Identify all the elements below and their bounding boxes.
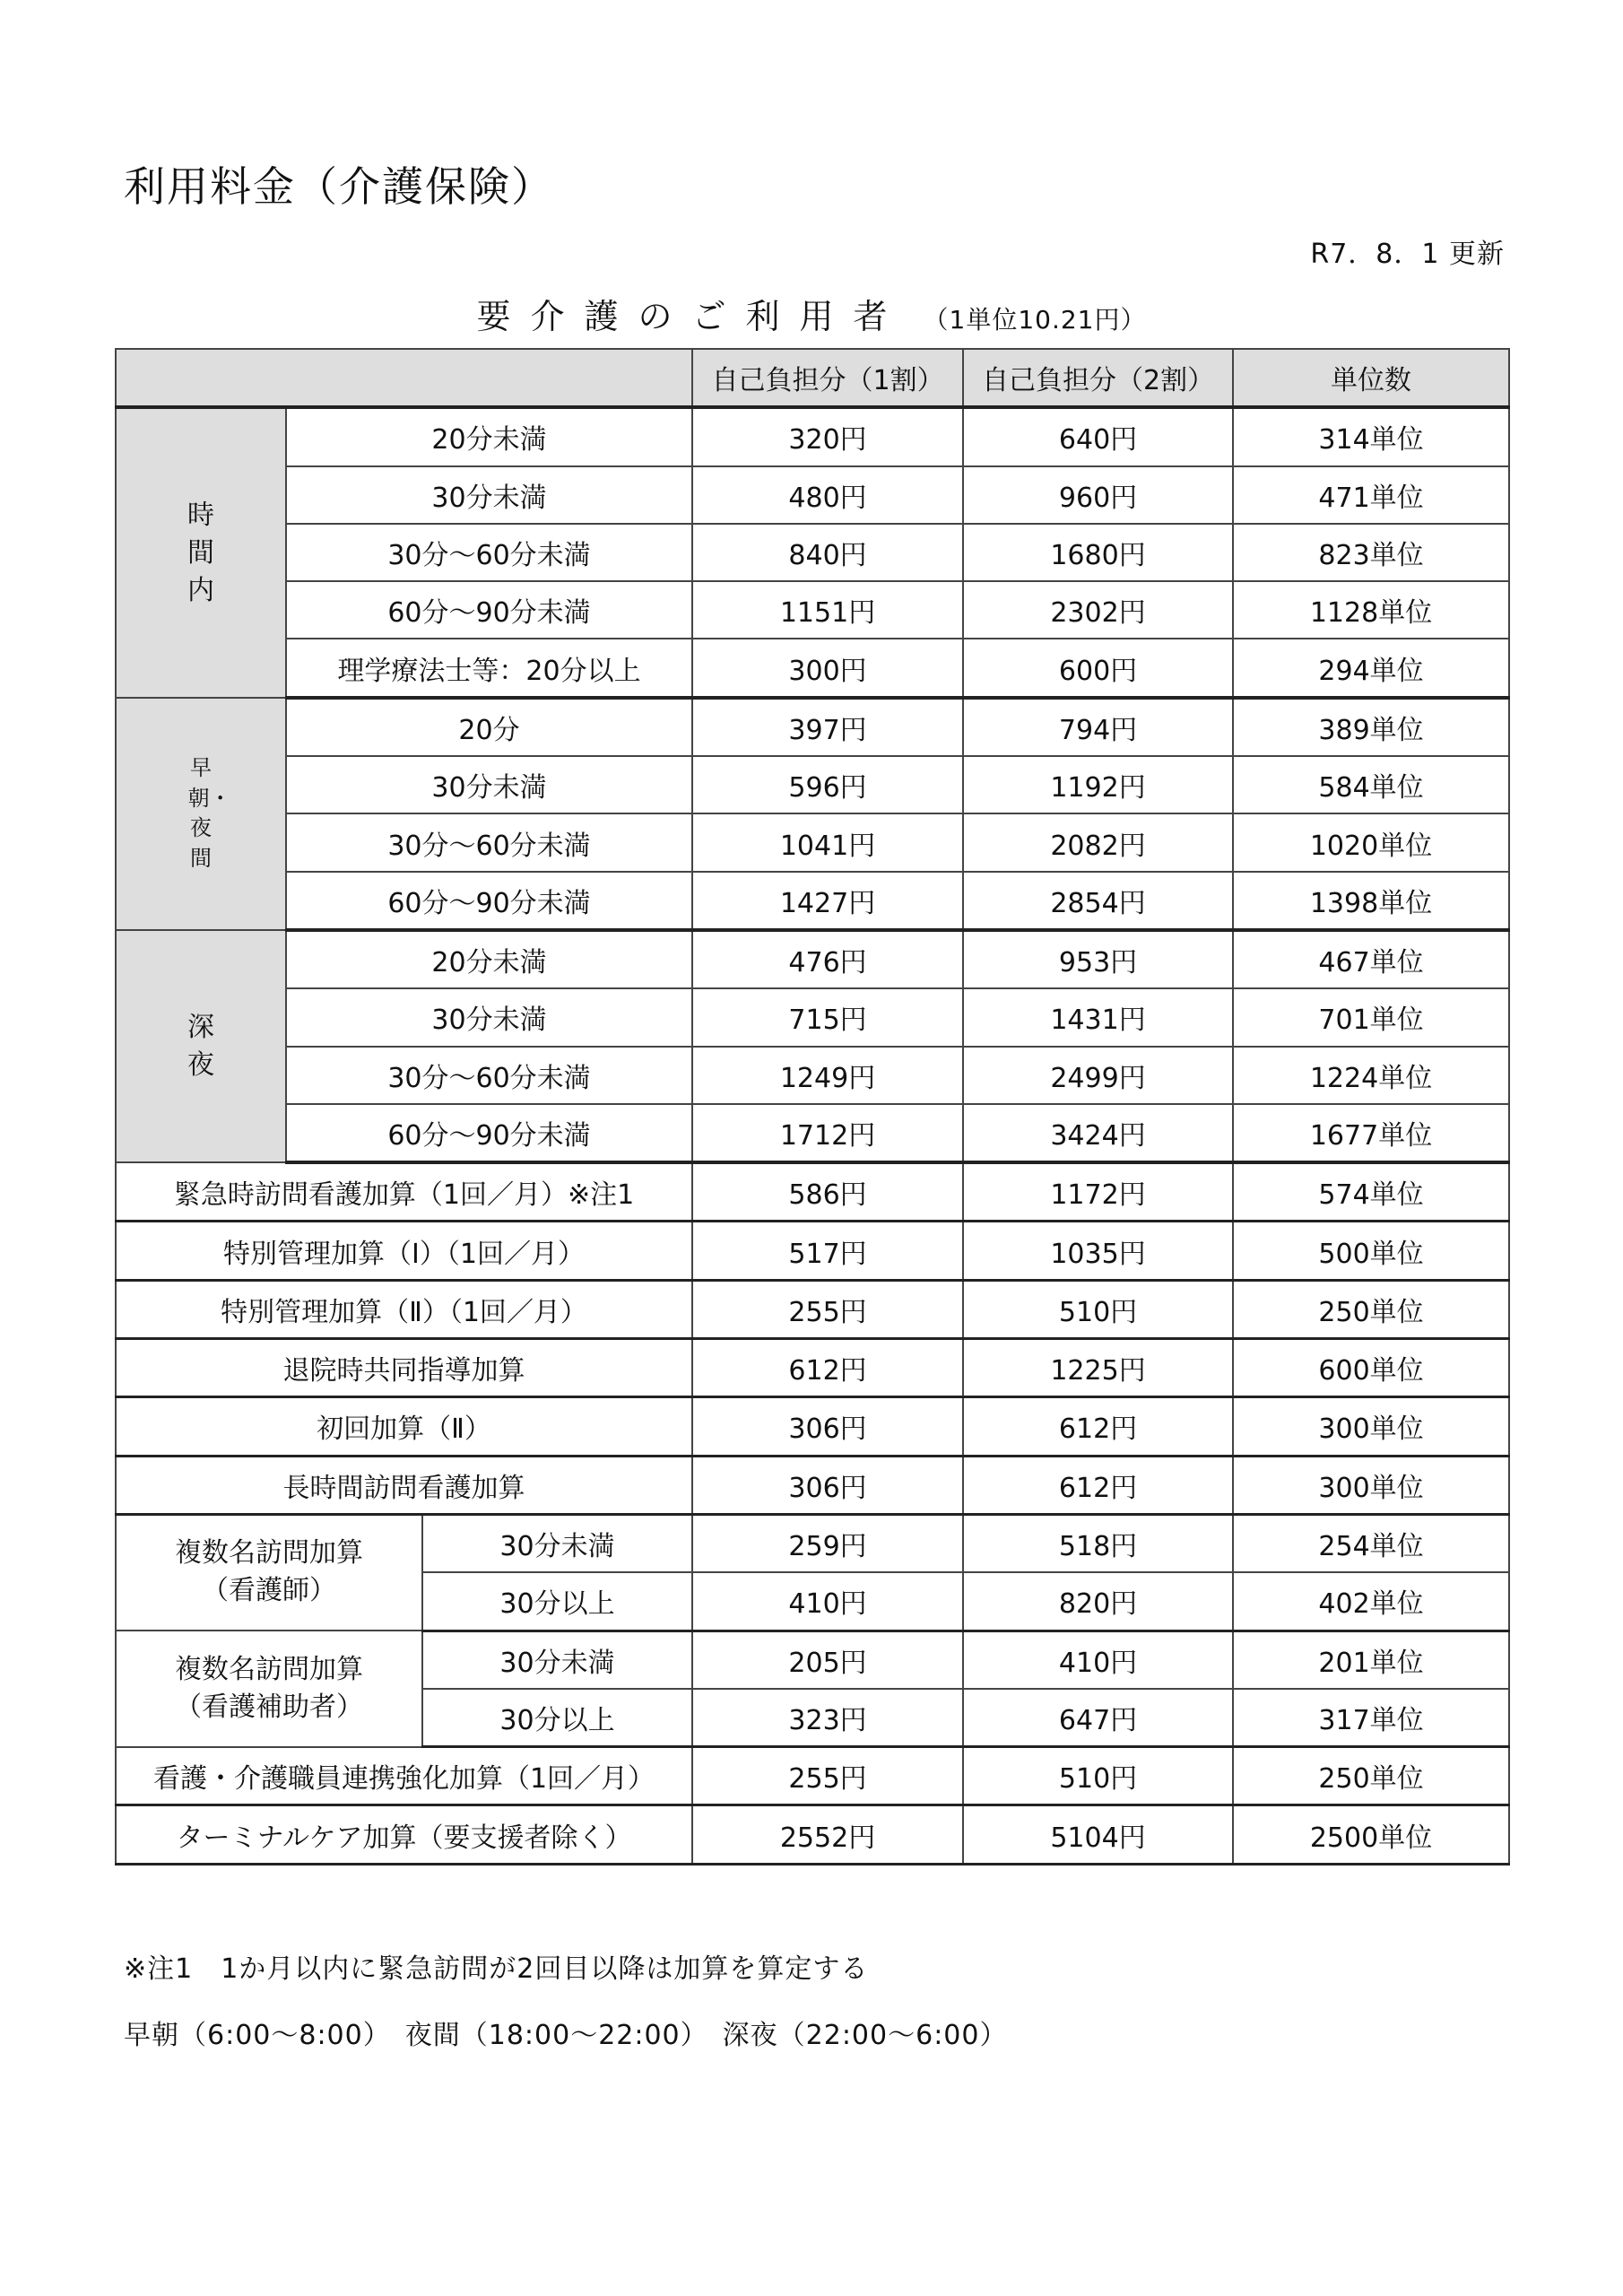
cost-20pct-cell: 1431円 xyxy=(963,988,1233,1046)
row-label: 60分～90分未満 xyxy=(286,872,692,930)
cost-10pct-cell: 410円 xyxy=(692,1572,963,1631)
units-cell: 389単位 xyxy=(1233,698,1509,756)
units-cell: 300単位 xyxy=(1233,1397,1509,1456)
table-row xyxy=(116,524,1509,581)
cost-20pct-cell: 2499円 xyxy=(963,1047,1233,1104)
units-cell: 1398単位 xyxy=(1233,872,1509,930)
row-label: 30分～60分未満 xyxy=(286,524,692,581)
table-heading xyxy=(0,289,1623,338)
cost-10pct-cell: 840円 xyxy=(692,524,963,581)
table-row xyxy=(116,407,1509,465)
table-row xyxy=(116,1222,1509,1280)
table-row xyxy=(116,1397,1509,1456)
table-row xyxy=(116,639,1509,697)
header-units: 単位数 xyxy=(1233,349,1509,407)
row-label: 初回加算（Ⅱ） xyxy=(116,1397,692,1456)
cost-20pct-cell: 953円 xyxy=(963,930,1233,988)
table-row xyxy=(116,1456,1509,1514)
cost-20pct-cell: 612円 xyxy=(963,1456,1233,1514)
units-cell: 823単位 xyxy=(1233,524,1509,581)
row-label: 看護・介護職員連携強化加算（1回／月） xyxy=(116,1747,692,1805)
table-row xyxy=(116,1747,1509,1805)
category-cell xyxy=(116,698,286,930)
cost-20pct-cell: 410円 xyxy=(963,1631,1233,1689)
row-label: 30分未満 xyxy=(286,466,692,524)
table-row xyxy=(116,988,1509,1046)
table-row xyxy=(116,581,1509,639)
row-label: 60分～90分未満 xyxy=(286,1104,692,1162)
cost-10pct-cell: 480円 xyxy=(692,466,963,524)
units-cell: 314単位 xyxy=(1233,407,1509,465)
cost-20pct-cell: 612円 xyxy=(963,1397,1233,1456)
header-one-割: 自己負担分（1割） xyxy=(692,349,963,407)
units-cell: 2500単位 xyxy=(1233,1805,1509,1864)
row-label: 30分未満 xyxy=(422,1631,692,1689)
category-cell xyxy=(116,407,286,697)
category-label: 複数名訪問加算 （看護師） xyxy=(175,1537,363,1607)
row-label: 30分～60分未満 xyxy=(286,813,692,871)
table-heading-title: 要介護のご利用者 xyxy=(476,297,907,336)
row-label: 30分以上 xyxy=(422,1572,692,1631)
cost-20pct-cell: 2082円 xyxy=(963,813,1233,871)
row-label: 緊急時訪問看護加算（1回／月）※注1 xyxy=(116,1162,692,1222)
cost-20pct-cell: 647円 xyxy=(963,1689,1233,1747)
cost-20pct-cell: 820円 xyxy=(963,1572,1233,1631)
cost-10pct-cell: 517円 xyxy=(692,1222,963,1280)
row-label: 長時間訪問看護加算 xyxy=(116,1456,692,1514)
row-label: 30分～60分未満 xyxy=(286,1047,692,1104)
category-label: 深夜 xyxy=(187,1011,214,1081)
fee-table xyxy=(115,348,1510,1866)
cost-10pct-cell: 476円 xyxy=(692,930,963,988)
cost-20pct-cell: 960円 xyxy=(963,466,1233,524)
cost-10pct-cell: 205円 xyxy=(692,1631,963,1689)
table-row xyxy=(116,1631,1509,1689)
category-label: 早朝・夜間 xyxy=(187,755,231,871)
cost-20pct-cell: 5104円 xyxy=(963,1805,1233,1864)
units-cell: 300単位 xyxy=(1233,1456,1509,1514)
units-cell: 402単位 xyxy=(1233,1572,1509,1631)
header-blank-cell xyxy=(116,349,692,407)
header-two-割: 自己負担分（2割） xyxy=(963,349,1233,407)
units-cell: 500単位 xyxy=(1233,1222,1509,1280)
cost-20pct-cell: 510円 xyxy=(963,1280,1233,1338)
cost-20pct-cell: 1172円 xyxy=(963,1162,1233,1222)
cost-10pct-cell: 306円 xyxy=(692,1456,963,1514)
table-row xyxy=(116,1339,1509,1397)
table-row xyxy=(116,930,1509,988)
note-time-ranges: 早朝（6:00～8:00） 夜間（18:00～22:00） 深夜（22:00～6:00） xyxy=(124,2020,1008,2051)
update-date: R7．8．1 更新 xyxy=(1310,239,1505,270)
cost-10pct-cell: 612円 xyxy=(692,1339,963,1397)
cost-20pct-cell: 518円 xyxy=(963,1514,1233,1572)
units-cell: 1128単位 xyxy=(1233,581,1509,639)
cost-10pct-cell: 1249円 xyxy=(692,1047,963,1104)
row-label: 30分未満 xyxy=(286,988,692,1046)
row-label: ターミナルケア加算（要支援者除く） xyxy=(116,1805,692,1864)
units-cell: 1224単位 xyxy=(1233,1047,1509,1104)
unit-rate: （1単位10.21円） xyxy=(923,305,1147,335)
row-label: 20分未満 xyxy=(286,930,692,988)
table-row xyxy=(116,1280,1509,1338)
cost-10pct-cell: 1427円 xyxy=(692,872,963,930)
cost-20pct-cell: 3424円 xyxy=(963,1104,1233,1162)
table-row xyxy=(116,813,1509,871)
category-label: 時間内 xyxy=(187,499,214,606)
category-cell xyxy=(116,1514,422,1631)
table-row xyxy=(116,1514,1509,1572)
units-cell: 294単位 xyxy=(1233,639,1509,697)
cost-10pct-cell: 300円 xyxy=(692,639,963,697)
cost-10pct-cell: 1041円 xyxy=(692,813,963,871)
cost-20pct-cell: 1192円 xyxy=(963,756,1233,813)
units-cell: 1020単位 xyxy=(1233,813,1509,871)
units-cell: 574単位 xyxy=(1233,1162,1509,1222)
row-label: 30分未満 xyxy=(286,756,692,813)
units-cell: 471単位 xyxy=(1233,466,1509,524)
row-label: 60分～90分未満 xyxy=(286,581,692,639)
units-cell: 250単位 xyxy=(1233,1747,1509,1805)
cost-10pct-cell: 323円 xyxy=(692,1689,963,1747)
cost-20pct-cell: 794円 xyxy=(963,698,1233,756)
cost-10pct-cell: 596円 xyxy=(692,756,963,813)
cost-10pct-cell: 1151円 xyxy=(692,581,963,639)
row-label: 30分以上 xyxy=(422,1689,692,1747)
table-row xyxy=(116,872,1509,930)
units-cell: 701単位 xyxy=(1233,988,1509,1046)
table-row xyxy=(116,698,1509,756)
cost-10pct-cell: 306円 xyxy=(692,1397,963,1456)
table-row xyxy=(116,466,1509,524)
cost-20pct-cell: 1035円 xyxy=(963,1222,1233,1280)
table-row xyxy=(116,1162,1509,1222)
cost-10pct-cell: 255円 xyxy=(692,1747,963,1805)
units-cell: 584単位 xyxy=(1233,756,1509,813)
table-row xyxy=(116,756,1509,813)
row-label: 30分未満 xyxy=(422,1514,692,1572)
row-label: 20分 xyxy=(286,698,692,756)
cost-10pct-cell: 320円 xyxy=(692,407,963,465)
header-row xyxy=(116,349,1509,407)
table-row xyxy=(116,1047,1509,1104)
category-cell xyxy=(116,1631,422,1747)
page-title: 利用料金（介護保険） xyxy=(124,162,554,211)
row-label: 特別管理加算（Ⅱ）（1回／月） xyxy=(116,1280,692,1338)
cost-10pct-cell: 259円 xyxy=(692,1514,963,1572)
category-label: 複数名訪問加算 （看護補助者） xyxy=(175,1653,363,1723)
units-cell: 201単位 xyxy=(1233,1631,1509,1689)
units-cell: 467単位 xyxy=(1233,930,1509,988)
units-cell: 317単位 xyxy=(1233,1689,1509,1747)
fee-table-body xyxy=(116,407,1509,1864)
row-label: 理学療法士等：20分以上 xyxy=(286,639,692,697)
table-row xyxy=(116,1104,1509,1162)
cost-20pct-cell: 1225円 xyxy=(963,1339,1233,1397)
units-cell: 600単位 xyxy=(1233,1339,1509,1397)
units-cell: 1677単位 xyxy=(1233,1104,1509,1162)
cost-20pct-cell: 2854円 xyxy=(963,872,1233,930)
cost-20pct-cell: 510円 xyxy=(963,1747,1233,1805)
row-label: 退院時共同指導加算 xyxy=(116,1339,692,1397)
cost-20pct-cell: 1680円 xyxy=(963,524,1233,581)
cost-10pct-cell: 715円 xyxy=(692,988,963,1046)
category-cell xyxy=(116,930,286,1162)
cost-10pct-cell: 1712円 xyxy=(692,1104,963,1162)
cost-10pct-cell: 2552円 xyxy=(692,1805,963,1864)
row-label: 20分未満 xyxy=(286,407,692,465)
table-header xyxy=(116,349,1509,407)
cost-20pct-cell: 2302円 xyxy=(963,581,1233,639)
cost-10pct-cell: 397円 xyxy=(692,698,963,756)
row-label: 特別管理加算（Ⅰ）（1回／月） xyxy=(116,1222,692,1280)
table-row xyxy=(116,1805,1509,1864)
cost-10pct-cell: 255円 xyxy=(692,1280,963,1338)
cost-20pct-cell: 640円 xyxy=(963,407,1233,465)
units-cell: 254単位 xyxy=(1233,1514,1509,1572)
cost-20pct-cell: 600円 xyxy=(963,639,1233,697)
note-1: ※注1 1か月以内に緊急訪問が2回目以降は加算を算定する xyxy=(124,1953,869,1985)
cost-10pct-cell: 586円 xyxy=(692,1162,963,1222)
units-cell: 250単位 xyxy=(1233,1280,1509,1338)
